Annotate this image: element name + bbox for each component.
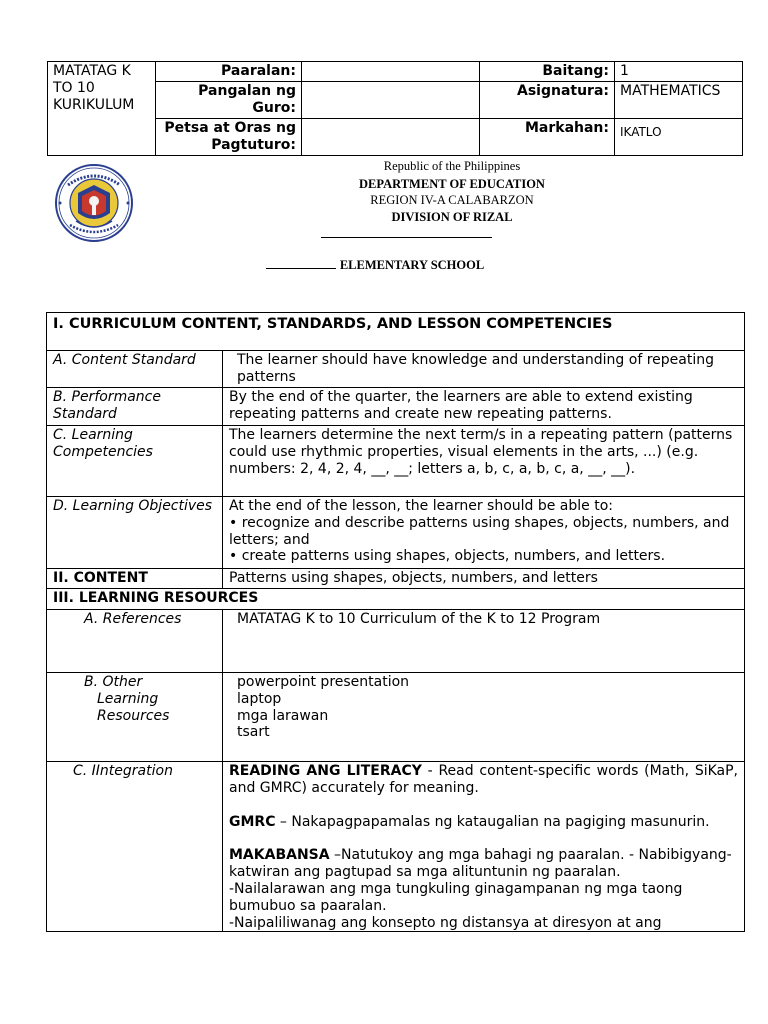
reading-title: READING ANG LITERACY	[229, 763, 422, 779]
letterhead-region: REGION IV-A CALABARZON	[370, 193, 534, 207]
section1-title: I. CURRICULUM CONTENT, STANDARDS, AND LESSON COMPETENCIES	[47, 313, 745, 351]
makabansa-line: -Naipaliliwanag ang konsepto ng distansya at diresyon at ang	[229, 914, 662, 931]
header-table	[47, 61, 743, 156]
objectives-cell	[223, 497, 745, 569]
makabansa-line: -Nailalarawan ang mga tungkuling ginagampanan ng mga taong bumubuo sa paaralan.	[229, 880, 683, 914]
other-resources-label-line: Learning	[97, 690, 159, 707]
resource-item: laptop	[237, 690, 282, 707]
makabansa-paragraph	[229, 847, 738, 881]
content-standard-text: The learner should have knowledge and understanding of repeating patterns	[223, 351, 745, 388]
objectives-label: D. Learning Objectives	[47, 497, 223, 569]
makabansa-title: MAKABANSA	[229, 847, 330, 864]
baitang-label: Baitang:	[480, 62, 615, 82]
reading-paragraph	[229, 763, 738, 797]
content-text: Patterns using shapes, objects, numbers, and letters	[223, 569, 745, 589]
section3-title: III. LEARNING RESOURCES	[47, 589, 745, 610]
school-name: ELEMENTARY SCHOOL	[339, 258, 485, 272]
gmrc-paragraph	[229, 814, 738, 831]
makabansa-text: –Natutukoy ang mga bahagi ng paaralan. - Nabibigyang-katwiran ang pagtupad sa mga alituntunin ng paaralan.	[229, 847, 732, 881]
curriculum-table	[46, 312, 745, 932]
performance-standard-text: By the end of the quarter, the learners are able to extend existing repeating patterns and create new repeating patterns.	[223, 388, 745, 426]
section2-title: II. CONTENT	[47, 569, 223, 589]
integration-label: C. IIntegration	[47, 762, 223, 932]
markahan-value: IKATLO	[615, 119, 743, 156]
resource-item: mga larawan	[237, 707, 329, 724]
letterhead-division: DIVISION OF RIZAL	[391, 210, 513, 224]
competencies-label: C. Learning Competencies	[47, 426, 223, 497]
resource-item: powerpoint presentation	[237, 674, 410, 690]
letterhead-divider	[321, 237, 492, 238]
petsa-value	[302, 119, 480, 156]
gmrc-text: – Nakapagpapamalas ng kataugalian na pagiging masunurin.	[275, 813, 710, 830]
school-name-blank	[266, 268, 336, 269]
other-resources-label-line: B. Other	[84, 674, 143, 690]
reading-text: - Read content-specific words (Math, SiKaP, and GMRC) accurately for meaning.	[229, 763, 738, 796]
objective-item: • create patterns using shapes, objects, numbers, and letters.	[229, 548, 666, 565]
kurikulum-cell: MATATAG K TO 10 KURIKULUM	[48, 62, 156, 156]
paaralan-label: Paaralan:	[156, 62, 302, 82]
content-standard-label: A. Content Standard	[47, 351, 223, 388]
petsa-label: Petsa at Oras ng Pagtuturo:	[156, 119, 302, 156]
objective-item: • recognize and describe patterns using shapes, objects, numbers, and letters; and	[229, 514, 730, 548]
references-label: A. References	[47, 610, 223, 673]
school-name-line	[200, 258, 550, 273]
deped-seal-icon	[48, 163, 140, 243]
paaralan-value	[302, 62, 480, 82]
asignatura-label: Asignatura:	[480, 82, 615, 119]
objectives-intro: At the end of the lesson, the learner should be able to:	[229, 498, 614, 514]
guro-label: Pangalan ng Guro:	[156, 82, 302, 119]
guro-value	[302, 82, 480, 119]
letterhead-republic: Republic of the Philippines	[383, 159, 521, 173]
other-resources-label-line: Resources	[97, 707, 170, 724]
competencies-text: The learners determine the next term/s in a repeating pattern (patterns could use rhythmic properties, visual elements in the arts, ...) (e.g. numbers: 2, 4, 2, 4, __, __; letters a, b, c, a, b, c, a, __, __).	[223, 426, 745, 497]
integration-cell	[223, 762, 745, 932]
other-resources-label	[47, 673, 223, 762]
resource-item: tsart	[237, 724, 270, 741]
letterhead-department: DEPARTMENT OF EDUCATION	[359, 177, 545, 191]
other-resources-list	[223, 673, 745, 762]
references-text: MATATAG K to 10 Curriculum of the K to 12 Program	[223, 610, 745, 673]
baitang-value: 1	[615, 62, 743, 82]
gmrc-title: GMRC	[229, 813, 276, 830]
asignatura-value: MATHEMATICS	[615, 82, 743, 119]
performance-standard-label: B. Performance Standard	[47, 388, 223, 426]
markahan-label: Markahan:	[480, 119, 615, 156]
